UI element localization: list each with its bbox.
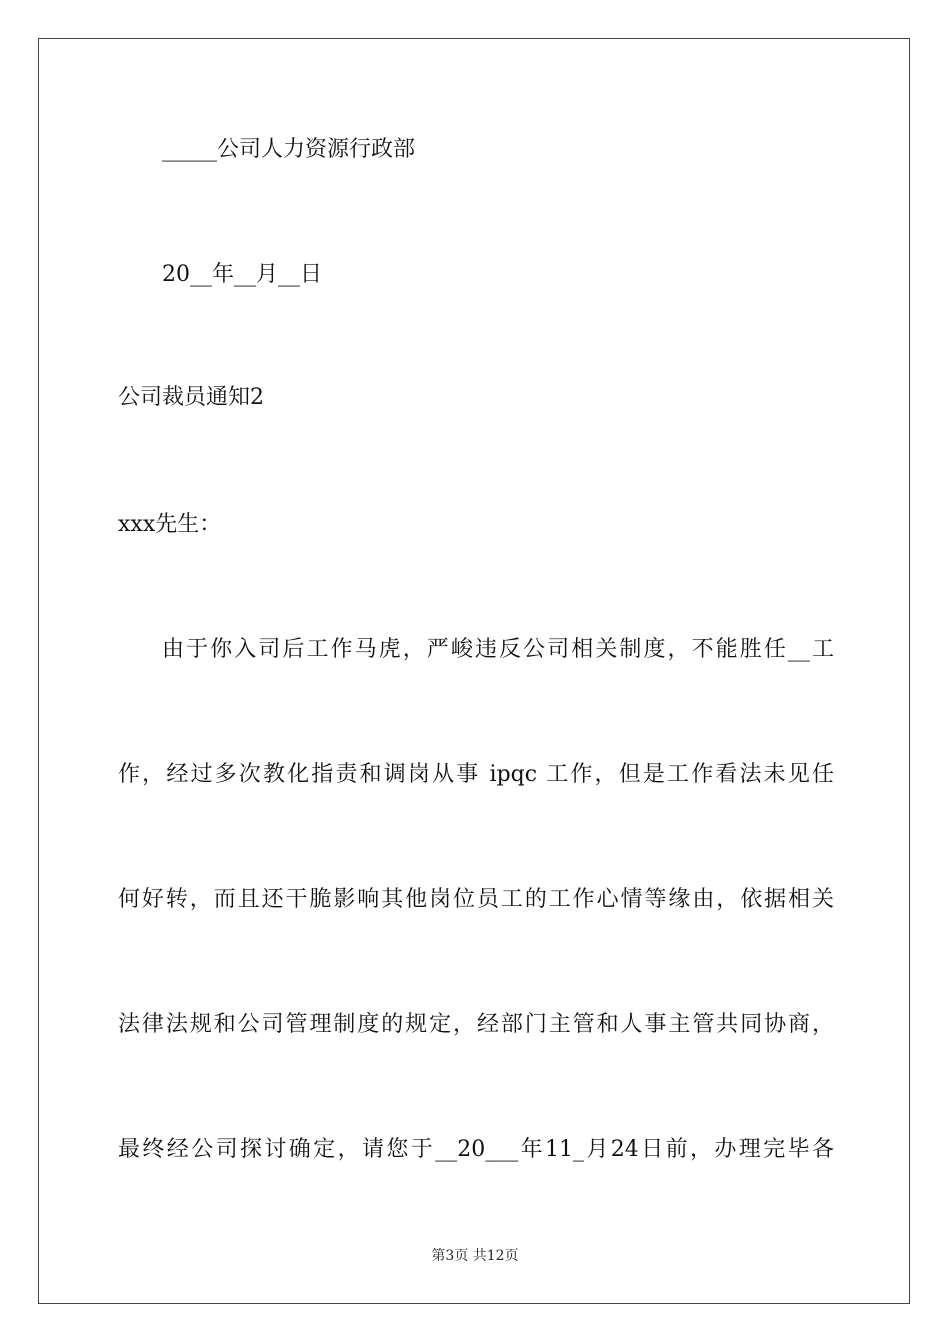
signature-department: _____公司人力资源行政部: [162, 137, 416, 162]
salutation: xxx先生：: [118, 512, 222, 537]
body-line-5: 最终经公司探讨确定，请您于__20___年11_月24日前，办理完毕各: [118, 1137, 834, 1162]
body-line-3: 何好转，而且还干脆影响其他岗位员工的工作心情等缘由，依据相关: [118, 887, 834, 912]
section-title: 公司裁员通知2: [118, 385, 264, 410]
page-frame: [38, 38, 910, 1304]
page-number-footer: 第3页 共12页: [431, 1248, 519, 1264]
body-line-2: 作，经过多次教化指责和调岗从事 ipqc 工作，但是工作看法未见任: [118, 762, 834, 787]
signature-date: 20__年__月__日: [162, 262, 322, 287]
body-line-1: 由于你入司后工作马虎，严峻违反公司相关制度，不能胜任__工: [162, 637, 834, 662]
body-line-4: 法律法规和公司管理制度的规定，经部门主管和人事主管共同协商，: [118, 1012, 834, 1037]
